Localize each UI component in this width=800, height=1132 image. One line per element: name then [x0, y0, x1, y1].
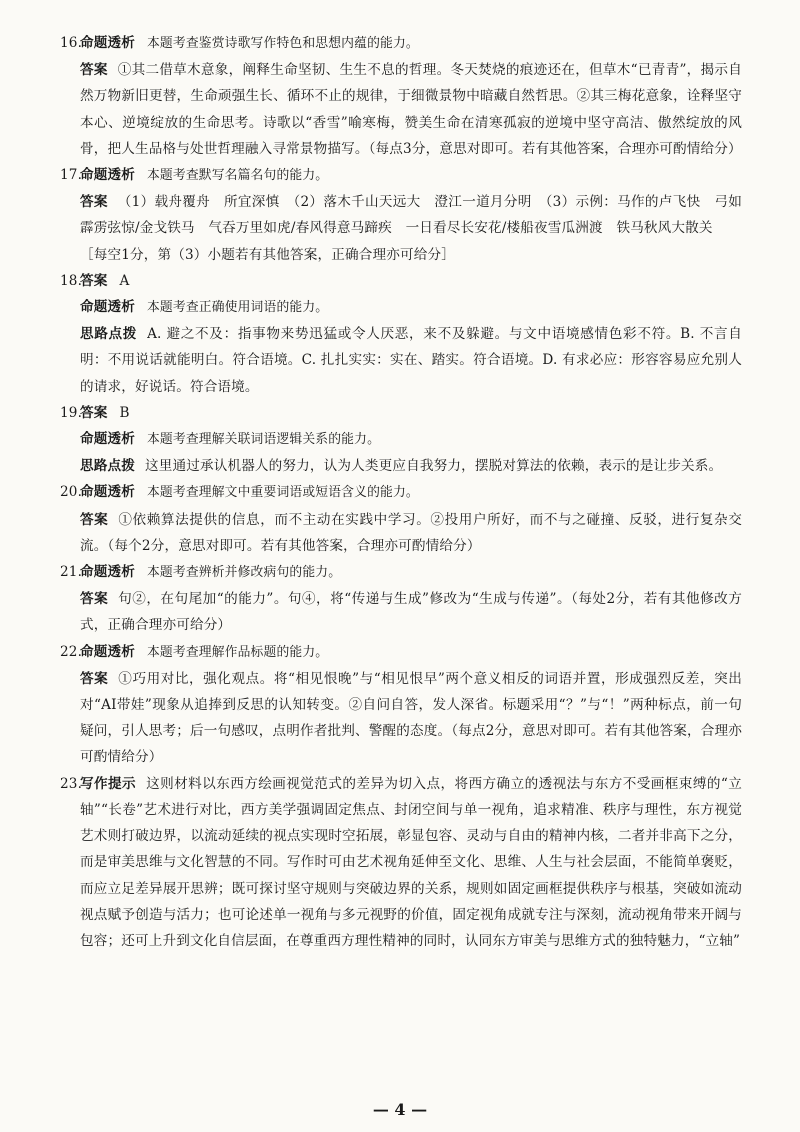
item-number: 21. — [60, 564, 83, 581]
answer-label: 答案 — [80, 511, 109, 528]
scoring-note: ［每空1分，第（3）小题若有其他答案，正确合理亦可给分］ — [80, 246, 455, 263]
intent-label: 命题透析 — [80, 167, 135, 184]
intent-label: 命题透析 — [80, 643, 135, 660]
answer-label: 答案 — [80, 591, 109, 608]
page-number: — 4 — — [372, 1100, 428, 1119]
writing-tip-text: 这则材料以东西方绘画视觉范式的差异为切入点，将西方确立的透视法与东方不受画框束缚的“立轴”“长卷”艺术进行对比，西方美学强调固定焦点、封闭空间与单一视角，追求精准、秩序与理性，东方视觉艺术则打破边界，以流动延续的视点实现时空拓展，彰显包容、灵动与自由的精神内核，二者并非高下之分，而是审美思维与文化智慧的不同。写作时可由艺术视角延伸至文化、思维、人生与社会层面，不能简单褒贬，而应立足差异展开思辨；既可探讨坚守规则与突破边界的关系，规则如固定画框提供秩序与根基，突破如流动视点赋予创造与活力；也可论述单一视角与多元视野的价值，固定视角成就专注与深刻，流动视角带来开阔与包容；还可上升到文化自信层面，在尊重西方理性精神的同时，认同东方审美与思维方式的独特魅力，“立轴” — [80, 775, 742, 949]
item-number: 18. — [60, 272, 83, 289]
intent-label: 命题透析 — [80, 431, 135, 448]
hint-text: 这里通过承认机器人的努力，认为人类更应自我努力，摆脱对算法的依赖，表示的是让步关系。 — [144, 458, 723, 475]
answer-label: 答案 — [80, 272, 108, 289]
intent-text: 本题考查理解作品标题的能力。 — [146, 644, 329, 660]
intent-label: 命题透析 — [80, 564, 135, 581]
item-number: 19. — [60, 404, 83, 421]
item-19 — [60, 400, 742, 480]
writing-tip-label: 写作提示 — [80, 775, 137, 792]
answer-text: ①依赖算法提供的信息，而不主动在实践中学习。②投用户所好，而不与之碰撞、反驳，进行复杂交流。（每个2分，意思对即可。若有其他答案，合理亦可酌情给分） — [80, 511, 742, 554]
item-number: 16. — [60, 35, 83, 51]
intent-label: 命题透析 — [80, 484, 135, 501]
item-20 — [60, 479, 742, 559]
item-18 — [60, 268, 742, 400]
answer-text: （1）载舟覆舟 所宜深慎 （2）落木千山天远大 澄江一道月分明 （3）示例：马作的卢飞快 弓如霹雳弦惊/金戈铁马 气吞万里如虎/春风得意马蹄疾 一日看尽长安花/楼船夜雪瓜洲渡 铁马秋风大散关 — [80, 194, 742, 237]
item-23 — [60, 771, 742, 954]
hint-text: A. 避之不及：指事物来势迅猛或令人厌恶，来不及躲避。与文中语境感情色彩不符。B. 不言自明：不用说话就能明白。符合语境。C. 扎扎实实：实在、踏实。符合语境。D. 有求必应：形容容易应允别人的请求，好说话。符合语境。 — [80, 326, 742, 395]
answer-label: 答案 — [80, 62, 108, 79]
answer-text: ①巧用对比，强化观点。将“相见恨晚”与“相见恨早”两个意义相反的词语并置，形成强烈反差，突出对“AI带娃”现象从追捧到反思的认知转变。②自问自答，发人深省。标题采用“？”与“！”两种标点，前一句疑问，引人思考；后一句感叹，点明作者批判、警醒的态度。（每点2分，意思对即可。若有其他答案，合理亦可酌情给分） — [80, 670, 742, 766]
intent-text: 本题考查默写名篇名句的能力。 — [146, 168, 329, 184]
item-22 — [60, 639, 742, 771]
hint-label: 思路点拨 — [80, 326, 138, 343]
intent-label: 命题透析 — [80, 299, 135, 316]
answer-label: 答案 — [80, 194, 108, 211]
intent-text: 本题考查辨析并修改病句的能力。 — [146, 565, 342, 581]
intent-label: 命题透析 — [80, 35, 135, 51]
intent-text: 本题考查理解文中重要词语或短语含义的能力。 — [146, 485, 419, 501]
item-17 — [60, 162, 742, 268]
item-16 — [60, 30, 742, 162]
answer-label: 答案 — [80, 670, 109, 687]
item-number: 23. — [60, 775, 83, 792]
item-number: 17. — [60, 167, 83, 184]
intent-text: 本题考查正确使用词语的能力。 — [146, 300, 329, 316]
item-21 — [60, 559, 742, 639]
answer-text: ①其二借草木意象，阐释生命坚韧、生生不息的哲理。冬天焚烧的痕迹还在，但草木“已青青”，揭示自然万物新旧更替，生命顽强生长、循环不止的规律，于细微景物中暗藏自然哲思。②其三梅花意象，诠释坚守本心、逆境绽放的生命思考。诗歌以“香雪”喻寒梅，赞美生命在清寒孤寂的逆境中坚守高洁、傲然绽放的风骨，把人生品格与处世哲理融入寻常景物描写。（每点3分，意思对即可。若有其他答案，合理亦可酌情给分） — [80, 62, 742, 157]
intent-text: 本题考查理解关联词语逻辑关系的能力。 — [146, 432, 381, 448]
answer-text: 句②，在句尾加“的能力”。句④，将“传递与生成”修改为“生成与传递”。（每处2分，若有其他修改方式，正确合理亦可给分） — [80, 591, 742, 634]
item-number: 22. — [60, 643, 83, 660]
answer-choice: A — [119, 272, 130, 289]
item-number: 20. — [60, 484, 83, 501]
intent-text: 本题考查鉴赏诗歌写作特色和思想内蕴的能力。 — [146, 36, 419, 51]
hint-label: 思路点拨 — [80, 458, 135, 475]
answer-choice: B — [119, 404, 130, 421]
answer-label: 答案 — [80, 404, 108, 421]
